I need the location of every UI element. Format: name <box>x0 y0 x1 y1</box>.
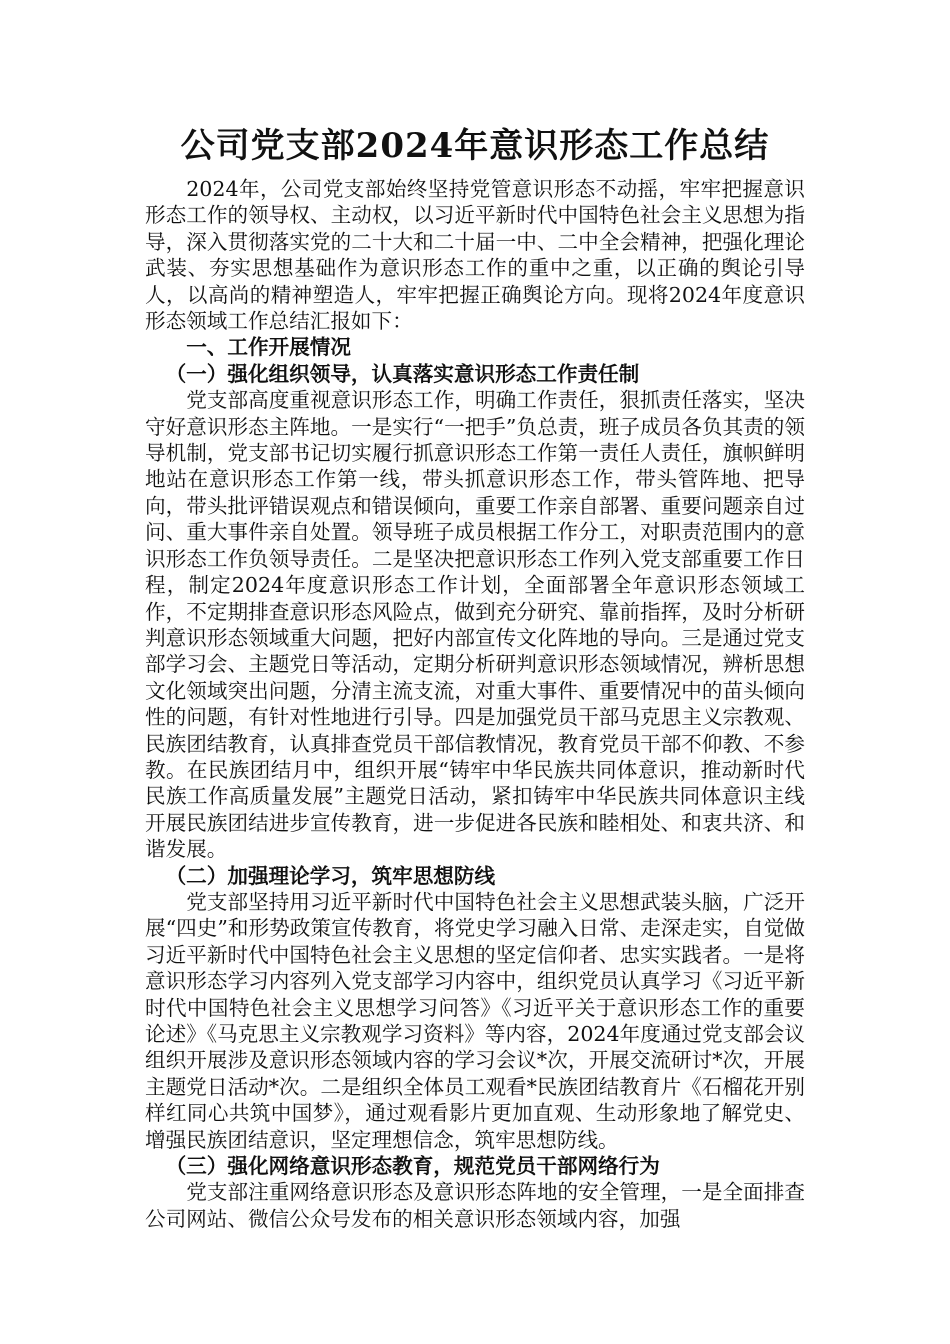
subsection-heading-3: （三）强化网络意识形态教育，规范党员干部网络行为 <box>165 1154 660 1179</box>
subsection-body-3: 党支部注重网络意识形态及意识形态阵地的安全管理，一是全面排查公司网站、微信公众号发布的相关意识形态领域内容，加强 <box>145 1180 805 1231</box>
subsection-heading-1: （一）强化组织领导，认真落实意识形态工作责任制 <box>165 361 640 386</box>
subsection-body-2: 党支部坚持用习近平新时代中国特色社会主义思想武装头脑，广泛开展“四史”和形势政策宣传教育，将党史学习融入日常、走深走实，自觉做习近平新时代中国特色社会主义思想的坚定信仰者、忠实实践者。一是将意识形态学习内容列入党支部学习内容中，组织党员认真学习《习近平新时代中国特色社会主义思想学习问答》《习近平关于意识形态工作的重要论述》《马克思主义宗教观学习资料》等内容，2024年度通过党支部会议组织开展涉及意识形态领域内容的学习会议*次，开展交流研讨*次，开展主题党日活动*次。二是组织全体员工观看*民族团结教育片《石榴花开别样红同心共筑中国梦》，通过观看影片更加直观、生动形象地了解党史、增强民族团结意识，坚定理想信念，筑牢思想防线。 <box>145 889 805 1152</box>
section-heading-1: 一、工作开展情况 <box>186 335 351 360</box>
document-title: 公司党支部2024年意识形态工作总结 <box>180 126 770 166</box>
intro-paragraph: 2024年，公司党支部始终坚持党管意识形态不动摇，牢牢把握意识形态工作的领导权、主动权，以习近平新时代中国特色社会主义思想为指导，深入贯彻落实党的二十大和二十届一中、二中全会精神，把强化理论武装、夯实思想基础作为意识形态工作的重中之重，以正确的舆论引导人，以高尚的精神塑造人，牢牢把握正确舆论方向。现将2024年度意识形态领域工作总结汇报如下： <box>145 177 805 334</box>
subsection-body-1: 党支部高度重视意识形态工作，明确工作责任，狠抓责任落实，坚决守好意识形态主阵地。一是实行“一把手”负总责，班子成员各负其责的领导机制，党支部书记切实履行抓意识形态工作第一责任人责任，旗帜鲜明地站在意识形态工作第一线，带头抓意识形态工作，带头管阵地、把导向，带头批评错误观点和错误倾向，重要工作亲自部署、重要问题亲自过问、重大事件亲自处置。领导班子成员根据工作分工，对职责范围内的意识形态工作负领导责任。二是坚决把意识形态工作列入党支部重要工作日程，制定2024年度意识形态工作计划，全面部署全年意识形态领域工作，不定期排查意识形态风险点，做到充分研究、靠前指挥，及时分析研判意识形态领域重大问题，把好内部宣传文化阵地的导向。三是通过党支部学习会、主题党日等活动，定期分析研判意识形态领域情况，辨析思想文化领域突出问题，分清主流支流，对重大事件、重要情况中的苗头倾向性的问题，有针对性地进行引导。四是加强党员干部马克思主义宗教观、民族团结教育，认真排查党员干部信教情况，教育党员干部不仰教、不参教。在民族团结月中，组织开展“铸牢中华民族共同体意识，推动新时代民族工作高质量发展”主题党日活动，紧扣铸牢中华民族共同体意识主线开展民族团结进步宣传教育，进一步促进各民族和睦相处、和衷共济、和谐发展。 <box>145 388 805 862</box>
subsection-heading-2: （二）加强理论学习，筑牢思想防线 <box>165 863 496 888</box>
